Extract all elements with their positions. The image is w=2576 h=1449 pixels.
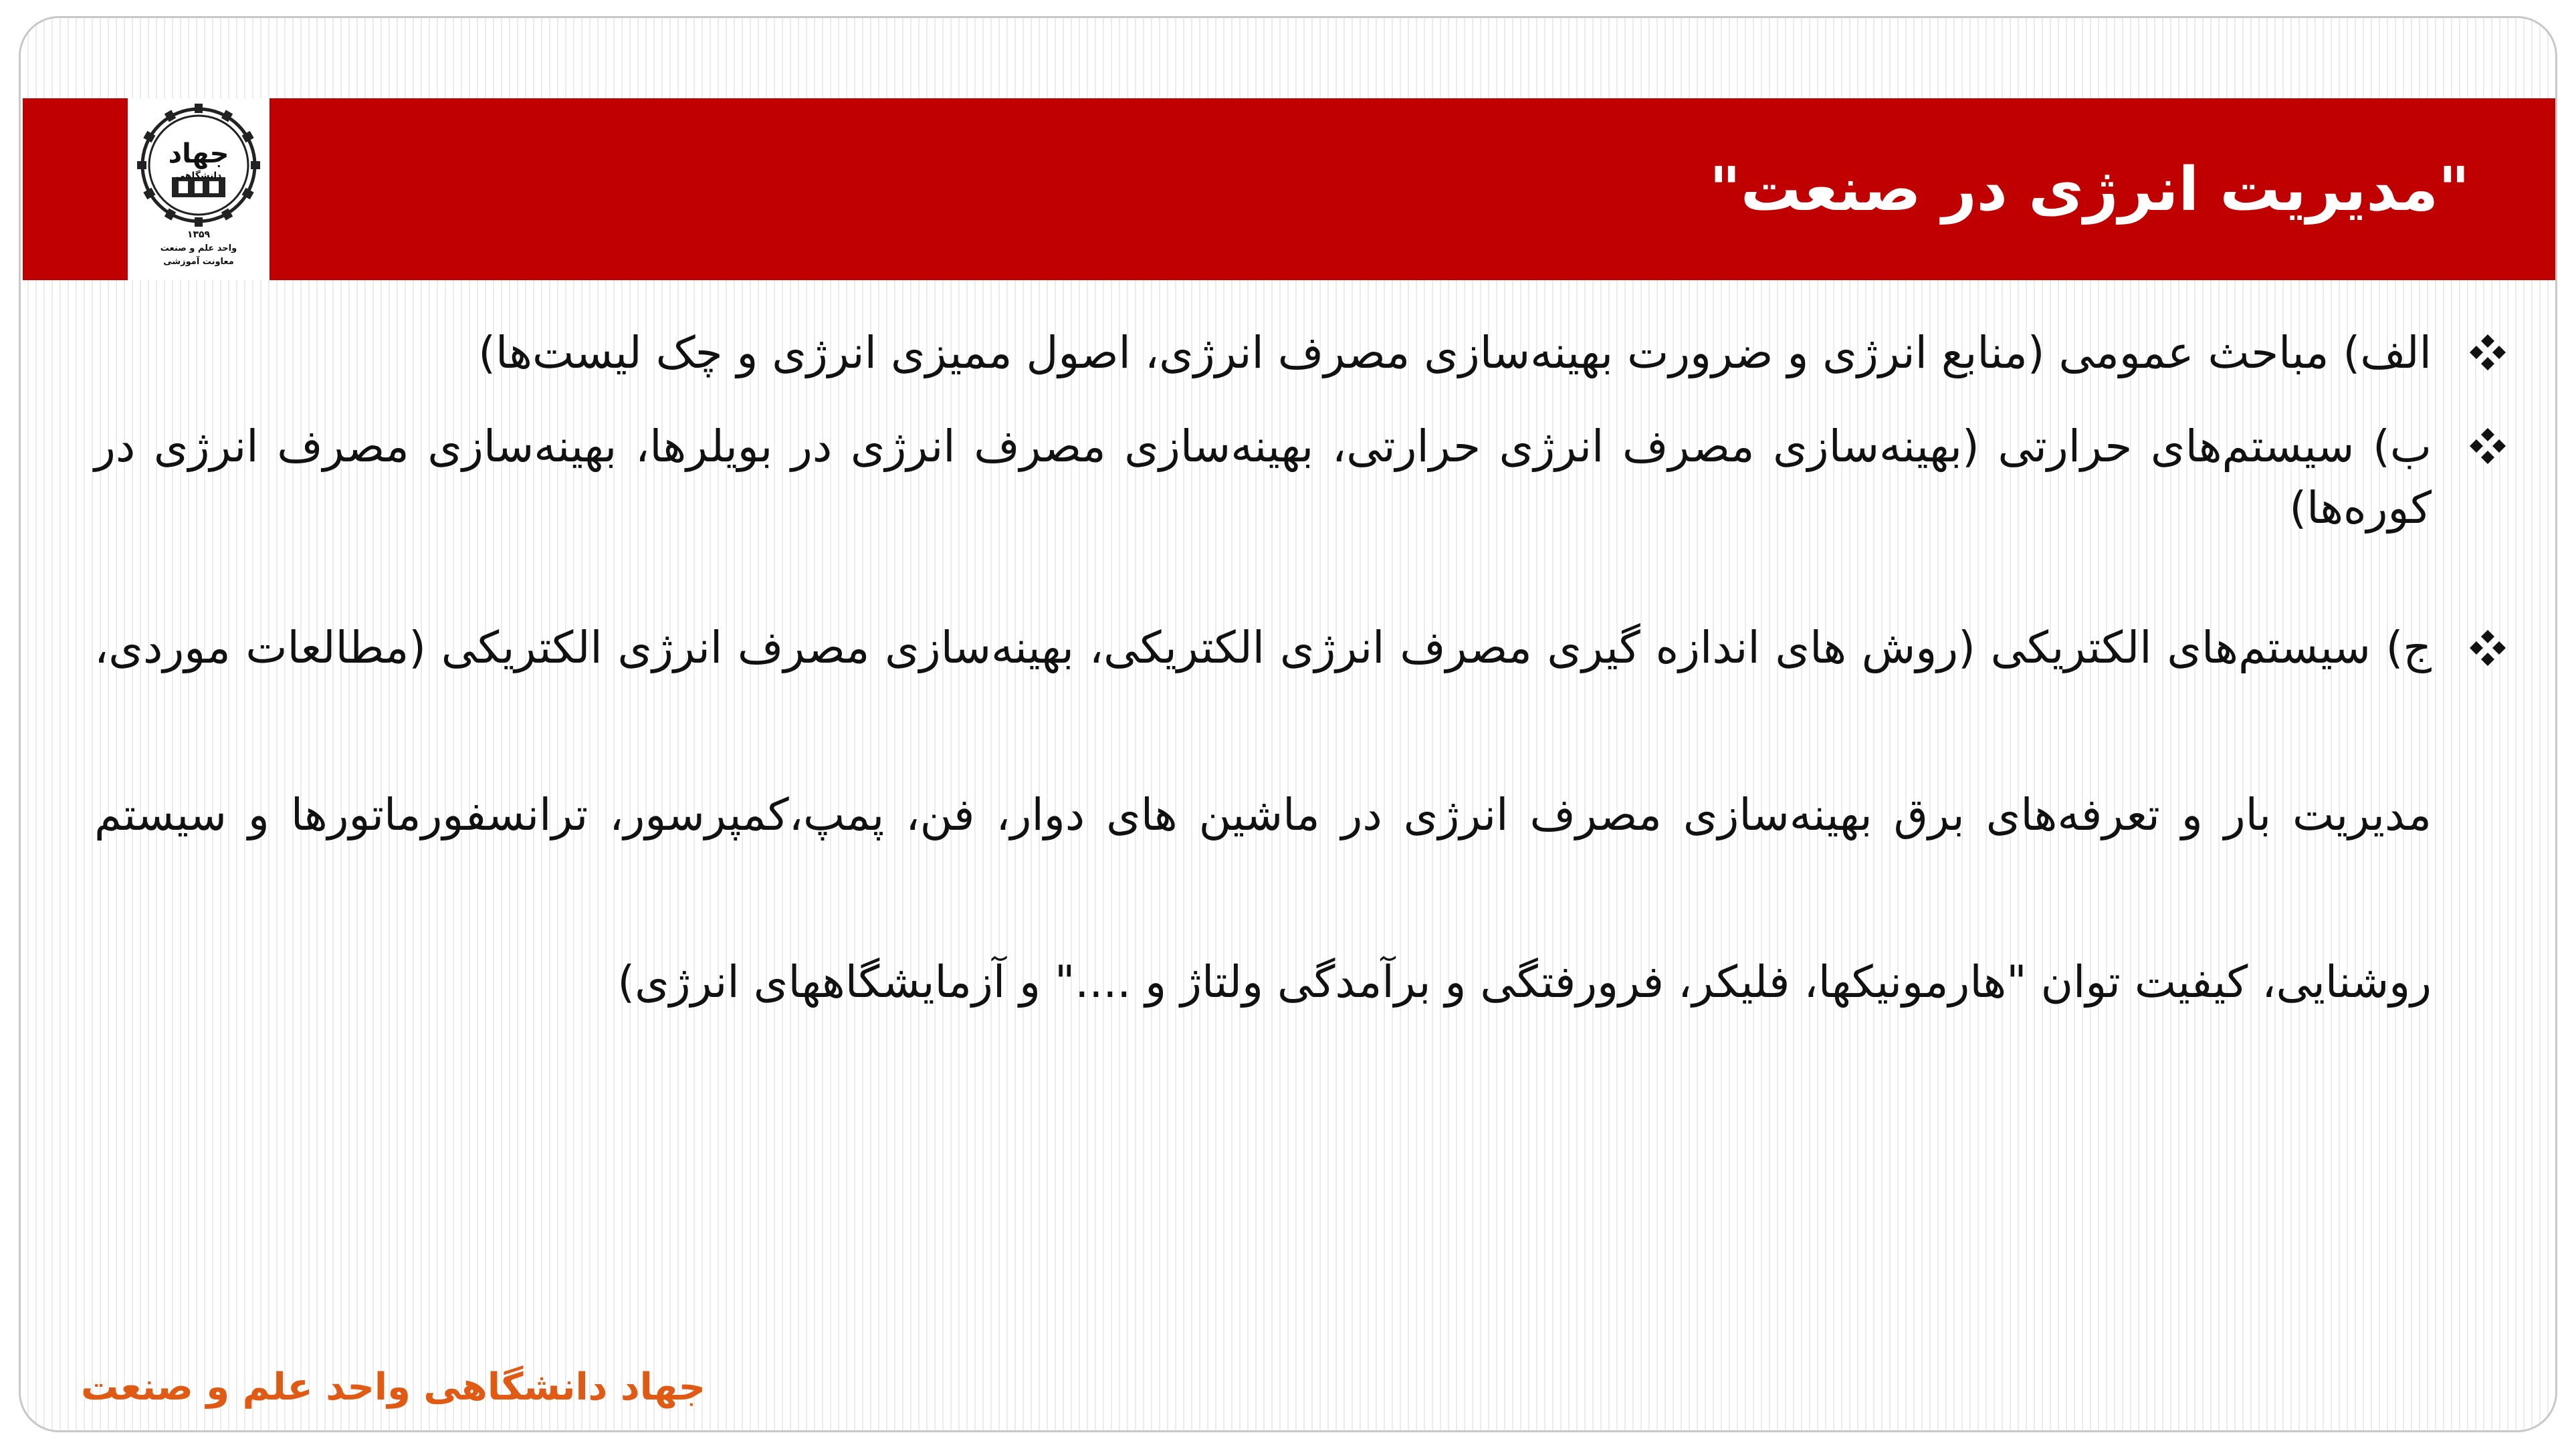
bullet-list (94, 322, 2508, 1066)
list-item (94, 416, 2508, 539)
logo-year: ۱۳۵۹ (187, 229, 211, 240)
jahad-daneshgahi-emblem-icon (128, 98, 270, 280)
logo-unit-line2: معاونت آموزشی (163, 257, 234, 267)
bullet-text-thermal: ب) سیستم‌های حرارتی (بهینه‌سازی مصرف انرژی حرارتی، بهینه‌سازی مصرف انرژی در بویلرها، بهینه‌سازی مصرف انرژی در کوره‌ها) (94, 421, 2432, 534)
diamond-four-dots-icon (2467, 425, 2508, 467)
footer-text: جهاد دانشگاهی واحد علم و صنعت (81, 1365, 706, 1409)
logo-subtitle: دانشگاهی (175, 171, 222, 181)
logo-unit-line1: واحد علم و صنعت (160, 243, 237, 253)
page-title: "مدیریت انرژی در صنعت" (1709, 154, 2470, 225)
bullet-text-general: الف) مباحث عمومی (منابع انرژی و ضرورت بهینه‌سازی مصرف انرژی، اصول ممیزی انرژی و چک لیست‌ها) (478, 327, 2432, 378)
diamond-four-dots-icon (2467, 627, 2508, 669)
list-item (94, 322, 2508, 384)
list-item (94, 564, 2508, 1066)
logo-name: جهاد (168, 138, 229, 169)
bullet-text-electrical: ج) سیستم‌های الکتریکی (روش های اندازه گیری مصرف انرژی الکتریکی، بهینه‌سازی مصرف انرژی الکتریکی (مطالعات موردی، مدیریت بار و تعرفه‌های برق بهینه‌سازی مصرف انرژی در ماشین های دوار، فن، پمپ،کمپرسور، ترانسفورماتورها و سیستم روشنایی، کیفیت توان "هارمونیکها، فلیکر، فرورفتگی و برآمدگی ولتاژ و ...." و آزمایشگاههای انرژی) (94, 622, 2432, 1008)
logo (128, 98, 270, 280)
diamond-four-dots-icon (2467, 332, 2508, 373)
slide (19, 16, 2557, 1432)
